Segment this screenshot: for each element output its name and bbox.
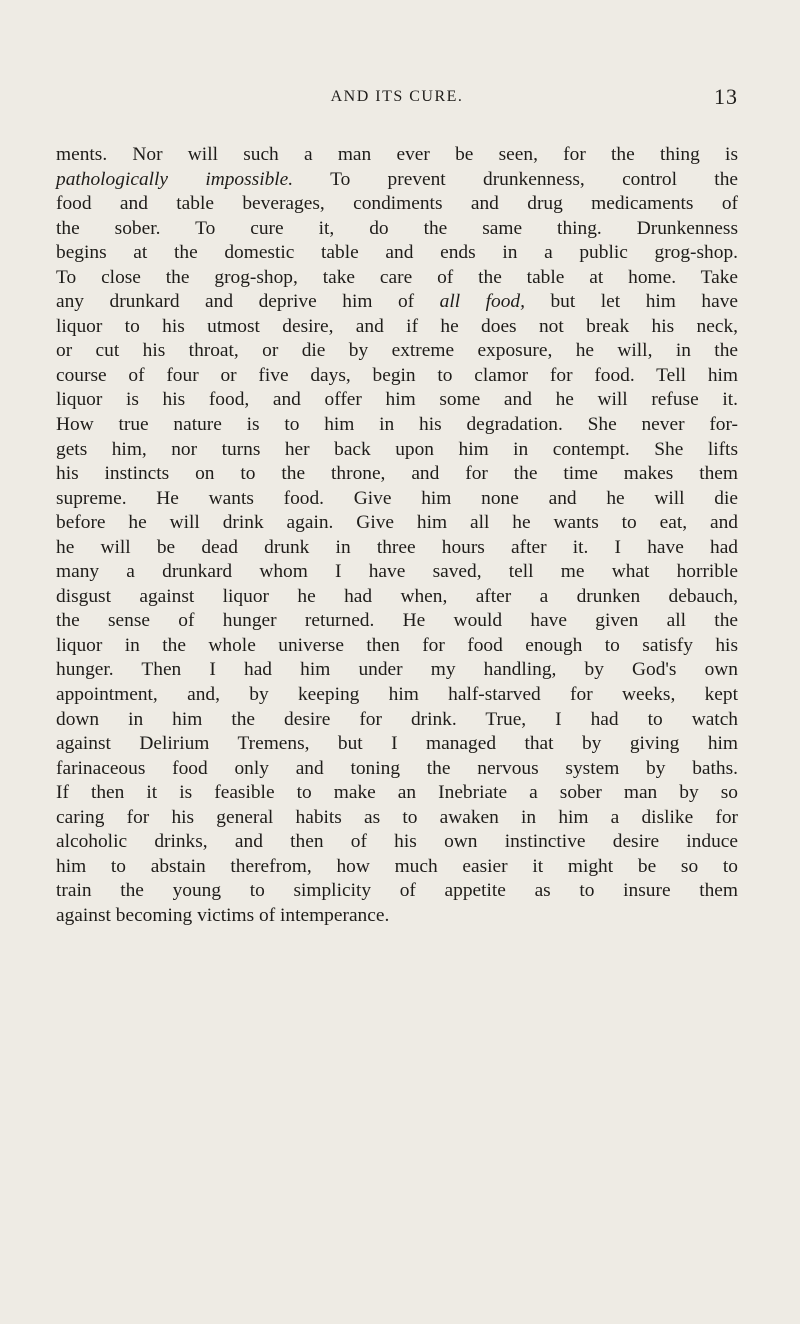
text-line <box>56 511 738 536</box>
text-segment: against becoming victims of intemperance. <box>56 904 390 926</box>
text-segment: To prevent drunkenness, control the <box>293 168 738 190</box>
text-segment: many a drunkard whom I have saved, tell me what horrible <box>56 561 738 583</box>
text-segment: him to abstain therefrom, how much easier it might be so to <box>56 855 738 877</box>
italic-phrase: all food, <box>439 291 525 313</box>
text-line <box>56 315 738 340</box>
page-number: 13 <box>714 84 738 109</box>
text-line <box>56 634 738 659</box>
text-segment: he will be dead drunk in three hours after it. I have had <box>56 536 738 558</box>
text-segment: liquor to his utmost desire, and if he does not break his neck, <box>56 315 738 337</box>
text-line <box>56 462 738 487</box>
running-head <box>56 86 738 110</box>
text-segment: alcoholic drinks, and then of his own instinctive desire induce <box>56 831 738 853</box>
text-line <box>56 609 738 634</box>
text-line <box>56 658 738 683</box>
text-line <box>56 413 738 438</box>
italic-phrase: pathologically impossible. <box>56 168 294 190</box>
text-line <box>56 732 738 757</box>
text-line <box>56 904 738 929</box>
text-segment: gets him, nor turns her back upon him in contempt. She lifts <box>56 438 738 460</box>
running-head-title: AND ITS CURE. <box>330 88 464 105</box>
text-segment: liquor is his food, and offer him some and he will refuse it. <box>56 389 738 411</box>
text-segment: the sense of hunger returned. He would have given all the <box>56 610 738 632</box>
text-segment: his instincts on to the throne, and for the time makes them <box>56 463 738 485</box>
text-line <box>56 143 738 168</box>
text-segment: hunger. Then I had him under my handling, by God's own <box>56 659 738 681</box>
text-segment: against Delirium Tremens, but I managed that by giving him <box>56 733 738 755</box>
text-segment: train the young to simplicity of appetite as to insure them <box>56 880 738 902</box>
text-line <box>56 339 738 364</box>
text-segment: caring for his general habits as to awaken in him a dislike for <box>56 806 738 828</box>
text-segment: but let him have <box>524 291 738 313</box>
text-line <box>56 781 738 806</box>
text-segment: course of four or five days, begin to clamor for food. Tell him <box>56 364 738 386</box>
text-line <box>56 266 738 291</box>
text-line <box>56 487 738 512</box>
text-line <box>56 585 738 610</box>
text-line <box>56 290 738 315</box>
text-line <box>56 683 738 708</box>
text-segment: liquor in the whole universe then for food enough to satisfy his <box>56 634 738 656</box>
text-line <box>56 536 738 561</box>
text-segment: disgust against liquor he had when, after a drunken debauch, <box>56 585 738 607</box>
text-line <box>56 879 738 904</box>
text-segment: To close the grog-shop, take care of the table at home. Take <box>56 266 738 288</box>
text-line <box>56 388 738 413</box>
text-line <box>56 560 738 585</box>
text-segment: down in him the desire for drink. True, I had to watch <box>56 708 738 730</box>
text-line <box>56 757 738 782</box>
text-segment: How true nature is to him in his degradation. She never for- <box>56 414 738 436</box>
text-segment: any drunkard and deprive him of <box>56 291 440 313</box>
text-segment: appointment, and, by keeping him half-starved for weeks, kept <box>56 684 738 706</box>
text-segment: food and table beverages, condiments and drug medicaments of <box>56 193 738 215</box>
text-segment: before he will drink again. Give him all he wants to eat, and <box>56 512 738 534</box>
text-segment: or cut his throat, or die by extreme exposure, he will, in the <box>56 340 738 362</box>
text-line <box>56 364 738 389</box>
text-line <box>56 438 738 463</box>
text-line <box>56 168 738 193</box>
text-line <box>56 830 738 855</box>
body-text <box>56 143 738 929</box>
text-line <box>56 855 738 880</box>
text-segment: the sober. To cure it, do the same thing. Drunkenness <box>56 217 738 239</box>
text-line <box>56 241 738 266</box>
text-segment: ments. Nor will such a man ever be seen, for the thing is <box>56 144 738 165</box>
text-line <box>56 806 738 831</box>
text-line <box>56 217 738 242</box>
text-segment: begins at the domestic table and ends in a public grog-shop. <box>56 242 738 264</box>
text-segment: If then it is feasible to make an Inebriate a sober man by so <box>56 782 738 804</box>
text-line <box>56 192 738 217</box>
text-segment: farinaceous food only and toning the nervous system by baths. <box>56 757 738 779</box>
text-line <box>56 708 738 733</box>
text-segment: supreme. He wants food. Give him none and he will die <box>56 487 738 509</box>
